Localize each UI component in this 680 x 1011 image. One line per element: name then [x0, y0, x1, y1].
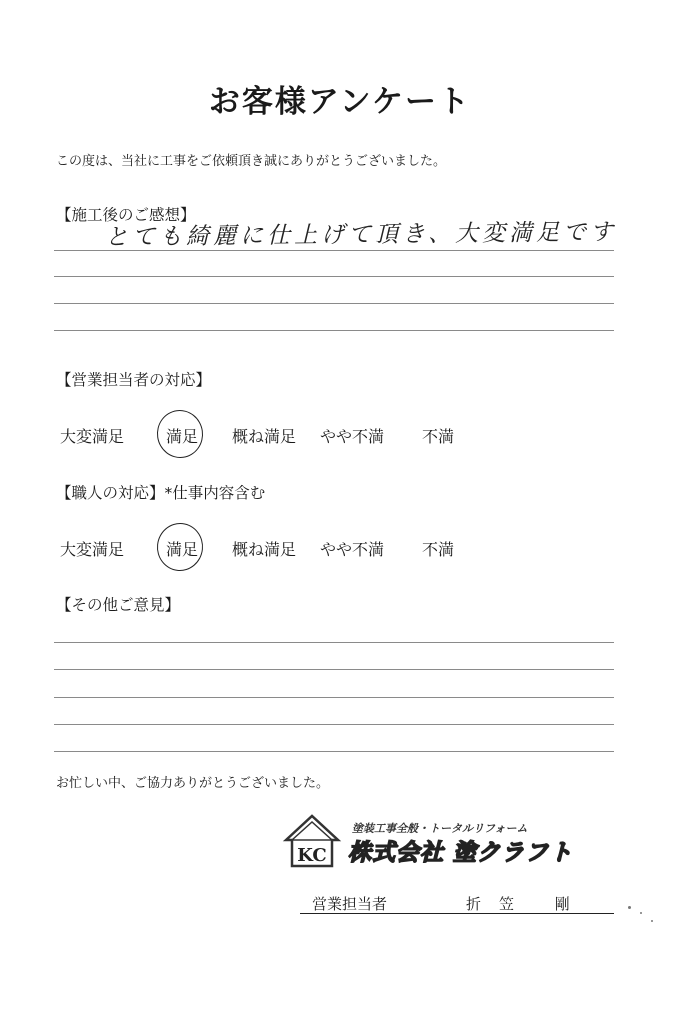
house-icon: [282, 812, 602, 868]
scan-speck: [628, 906, 631, 909]
craftsmen-option-dissatisfied[interactable]: 不満: [422, 540, 455, 559]
other-line-5: [54, 751, 614, 752]
page-title: お客様アンケート: [208, 84, 472, 120]
craftsmen-selected-circle: [155, 521, 206, 574]
other-heading: 【その他ご意見】: [56, 596, 181, 614]
intro-text: この度は、当社に工事をご依頼頂き誠にありがとうございました。: [56, 154, 447, 169]
craftsmen-option-very-satisfied[interactable]: 大変満足: [60, 540, 125, 559]
craftsmen-option-somewhat-dissatisfied[interactable]: やや不満: [320, 540, 385, 559]
company-name: 株式会社 塗クラフト: [348, 840, 574, 866]
craftsmen-option-mostly-satisfied[interactable]: 概ね満足: [232, 540, 297, 559]
impression-heading: 【施工後のご感想】: [56, 206, 196, 224]
impression-line-3: [54, 303, 614, 304]
other-line-1: [54, 642, 614, 643]
sales-option-mostly-satisfied[interactable]: 概ね満足: [232, 427, 297, 446]
scan-speck: [640, 912, 642, 914]
craftsmen-option-satisfied[interactable]: 満足: [166, 540, 199, 559]
sales-option-satisfied[interactable]: 満足: [166, 427, 199, 446]
sales-option-somewhat-dissatisfied[interactable]: やや不満: [320, 427, 385, 446]
representative-name: 折笠 剛: [466, 895, 588, 913]
craftsmen-heading: 【職人の対応】*仕事内容含む: [56, 484, 266, 502]
impression-line-4: [54, 330, 614, 331]
handwritten-comment: とても綺麗に仕上げて頂き、大変満足です: [104, 219, 618, 251]
logo-initials: KC: [297, 845, 327, 866]
closing-text: お忙しい中、ご協力ありがとうございました。: [56, 776, 330, 791]
sales-option-very-satisfied[interactable]: 大変満足: [60, 427, 125, 446]
sales-selected-circle: [154, 407, 206, 461]
company-logo: [282, 812, 602, 868]
company-tagline: 塗装工事全般・トータルリフォーム: [352, 822, 528, 835]
sales-heading: 【営業担当者の対応】: [56, 371, 212, 389]
impression-line-2: [54, 276, 614, 277]
impression-line-1: [54, 250, 614, 251]
scan-speck: [651, 920, 653, 922]
sales-option-dissatisfied[interactable]: 不満: [422, 427, 455, 446]
other-line-2: [54, 669, 614, 670]
representative-underline: [300, 913, 614, 914]
other-line-3: [54, 697, 614, 698]
representative-label: 営業担当者: [312, 895, 388, 913]
other-line-4: [54, 724, 614, 725]
